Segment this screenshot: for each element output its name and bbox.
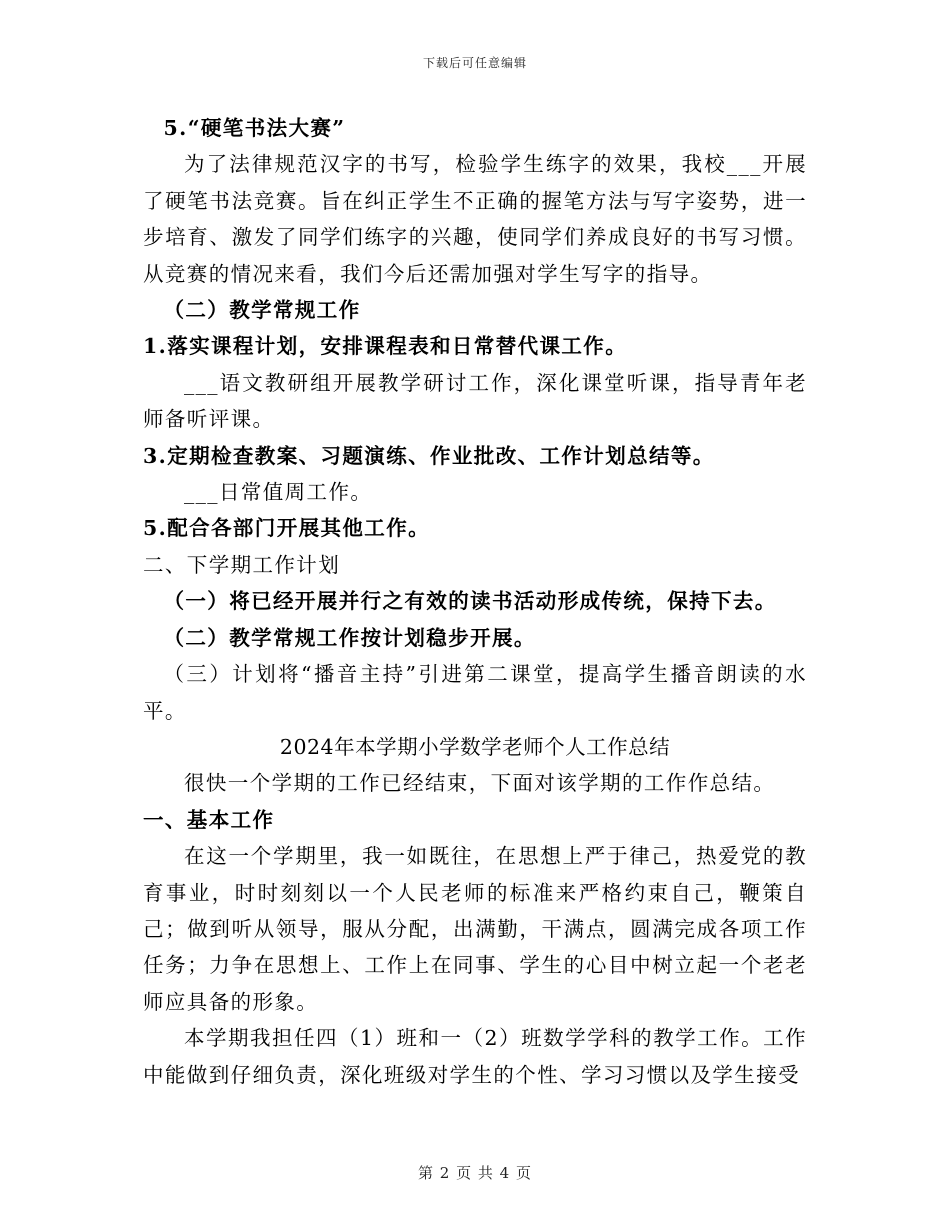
- body-paragraph: 本学期我担任四（1）班和一（2）班数学学科的教学工作。工作中能做到仔细负责，深化班级对学生的个性、学习习惯以及学生接受: [143, 1026, 807, 1087]
- document-body: [143, 110, 807, 1093]
- page-number: 第 2 页 共 4 页: [418, 1164, 532, 1182]
- section-heading-basic: 一、基本工作: [143, 807, 275, 832]
- plan-item-3: （三）计划将“播音主持”引进第二课堂，提高学生播音朗读的水平。: [143, 662, 807, 723]
- article-title: 2024年本学期小学数学老师个人工作总结: [279, 734, 671, 759]
- body-paragraph: 在这一个学期里，我一如既往，在思想上严于律己，热爱党的教育事业，时时刻刻以一个人民老师的标准来严格约束自己，鞭策自己；做到听从领导，服从分配，出满勤，干满点，圆满完成各项工作任务；力争在思想上、工作上在同事、学生的心目中树立起一个老老师应具备的形象。: [143, 844, 807, 1014]
- item-heading-3: 3.定期检查教案、习题演练、作业批改、工作计划总结等。: [143, 443, 715, 468]
- body-paragraph: ___语文教研组开展教学研讨工作，深化课堂听课，指导青年老师备听评课。: [143, 370, 807, 432]
- item-heading-5: 5.“硬笔书法大赛”: [163, 116, 346, 140]
- body-paragraph: ___日常值周工作。: [184, 480, 373, 505]
- body-paragraph: 为了法律规范汉字的书写，检验学生练字的效果，我校___开展了硬笔书法竞赛。旨在纠正学生不正确的握笔方法与写字姿势，进一步培育、激发了同学们练字的兴趣，使同学们养成良好的书写习惯。从竞赛的情况来看，我们今后还需加强对学生写字的指导。: [143, 152, 807, 286]
- plan-item-1: （一）将已经开展并行之有效的读书活动形成传统，保持下去。: [163, 589, 777, 614]
- section-heading: （二）教学常规工作: [163, 298, 361, 323]
- plan-item-2: （二）教学常规工作按计划稳步开展。: [163, 625, 536, 650]
- item-heading-1: 1.落实课程计划，安排课程表和日常替代课工作。: [143, 334, 628, 359]
- intro-paragraph: 很快一个学期的工作已经结束，下面对该学期的工作作总结。: [184, 771, 776, 796]
- item-heading-5b: 5.配合各部门开展其他工作。: [143, 516, 431, 541]
- section-heading-2: 二、下学期工作计划: [143, 552, 341, 577]
- header-note: 下载后可任意编辑: [422, 56, 527, 70]
